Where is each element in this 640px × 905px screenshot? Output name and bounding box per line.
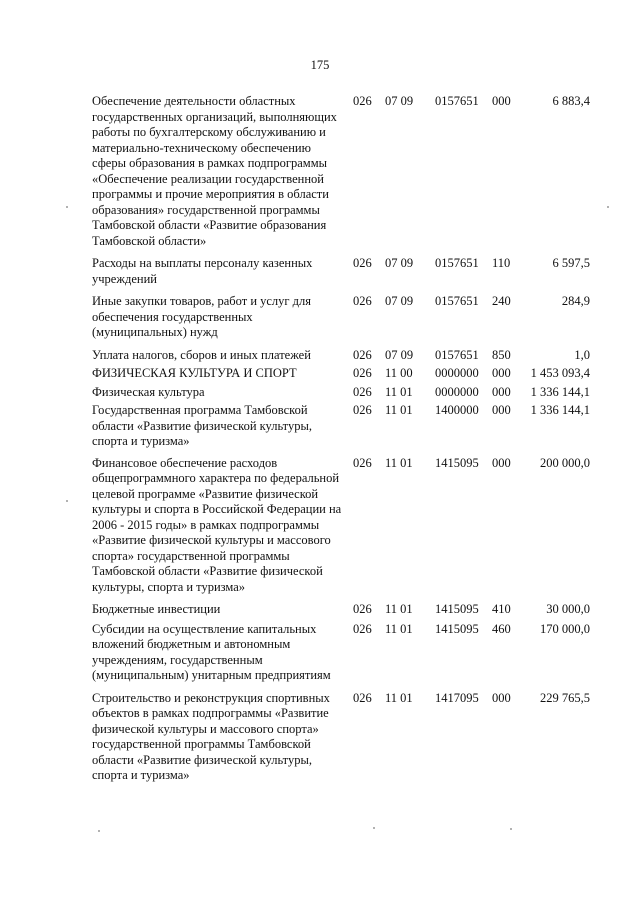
row-section-code: 07 09 <box>385 94 414 108</box>
row-type-code: 000 <box>492 403 511 417</box>
row-admin-code: 026 <box>353 94 372 108</box>
row-target-code: 0000000 <box>435 366 479 380</box>
row-admin-code: 026 <box>353 455 372 470</box>
row-description: Финансовое обеспечение расходов общепрограммного характера по федеральной целевой программе «Развитие физической культуры и спорта в Российской Федерации на 2006 - 2015 годы» в рамках подпрограммы «Развитие физической культуры и массового спорта» государственной программы Тамбовской области «Развитие физической культуры, спорта и туризма» <box>92 455 342 594</box>
row-section-code: 11 01 <box>385 690 413 705</box>
scan-speck <box>607 206 609 208</box>
row-description: Субсидии на осуществление капитальных вложений бюджетным и автономным учреждениям, государственным (муниципальным) унитарным предприятиям <box>92 621 331 682</box>
table-row <box>0 256 640 287</box>
row-description: Физическая культура <box>92 384 205 399</box>
row-type-code: 000 <box>492 690 511 705</box>
row-amount: 229 765,5 <box>540 690 590 705</box>
row-admin-code: 026 <box>353 347 372 362</box>
row-description: Государственная программа Тамбовской области «Развитие физической культуры, спорта и туризма» <box>92 403 313 448</box>
scan-speck <box>98 830 100 832</box>
row-type-code: 000 <box>492 384 511 399</box>
scan-speck <box>66 500 68 502</box>
row-section-code: 11 01 <box>385 403 413 417</box>
row-type-code: 850 <box>492 347 511 362</box>
row-admin-code: 026 <box>353 384 372 399</box>
row-section-code: 11 01 <box>385 455 413 470</box>
row-target-code: 1417095 <box>435 690 479 705</box>
row-type-code: 000 <box>492 366 511 380</box>
row-amount: 284,9 <box>561 294 590 308</box>
table-row <box>0 348 640 364</box>
row-section-code: 07 09 <box>385 256 414 270</box>
row-description: Строительство и реконструкция спортивных объектов в рамках подпрограммы «Развитие физической культуры и массового спорта» государственной программы Тамбовской области «Развитие физической культуры, спорта и туризма» <box>92 690 330 782</box>
scan-speck <box>510 828 512 830</box>
row-description: ФИЗИЧЕСКАЯ КУЛЬТУРА И СПОРТ <box>92 366 297 380</box>
row-target-code: 1415095 <box>435 602 479 616</box>
row-description: Уплата налогов, сборов и иных платежей <box>92 347 311 362</box>
table-row <box>0 366 640 382</box>
row-type-code: 000 <box>492 94 511 108</box>
row-admin-code: 026 <box>353 256 372 270</box>
row-type-code: 410 <box>492 602 511 616</box>
row-type-code: 460 <box>492 621 511 636</box>
row-section-code: 11 01 <box>385 384 413 399</box>
row-description: Расходы на выплаты персоналу казенных учреждений <box>92 256 313 286</box>
table-row <box>0 602 640 618</box>
row-type-code: 240 <box>492 294 511 308</box>
row-amount: 1 336 144,1 <box>530 384 590 399</box>
table-row <box>0 622 640 684</box>
table-row <box>0 385 640 401</box>
row-amount: 170 000,0 <box>540 621 590 636</box>
row-amount: 30 000,0 <box>546 602 590 616</box>
row-admin-code: 026 <box>353 366 372 380</box>
table-row <box>0 403 640 450</box>
row-description: Иные закупки товаров, работ и услуг для обеспечения государственных (муниципальных) нужд <box>92 294 312 339</box>
row-target-code: 0157651 <box>435 347 479 362</box>
row-amount: 6 883,4 <box>552 94 590 108</box>
row-amount: 200 000,0 <box>540 455 590 470</box>
table-row <box>0 94 640 249</box>
row-section-code: 07 09 <box>385 347 414 362</box>
row-section-code: 11 01 <box>385 602 413 616</box>
row-target-code: 0157651 <box>435 94 479 108</box>
row-target-code: 1415095 <box>435 621 479 636</box>
row-target-code: 0157651 <box>435 256 479 270</box>
row-type-code: 000 <box>492 455 511 470</box>
table-row <box>0 294 640 341</box>
row-target-code: 0157651 <box>435 294 479 308</box>
scan-speck <box>373 827 375 829</box>
row-section-code: 07 09 <box>385 294 414 308</box>
row-target-code: 1415095 <box>435 455 479 470</box>
row-admin-code: 026 <box>353 690 372 705</box>
table-row <box>0 456 640 596</box>
row-admin-code: 026 <box>353 602 372 616</box>
row-admin-code: 026 <box>353 621 372 636</box>
row-section-code: 11 01 <box>385 621 413 636</box>
row-amount: 1,0 <box>574 347 590 362</box>
row-admin-code: 026 <box>353 403 372 417</box>
row-type-code: 110 <box>492 256 511 270</box>
scan-speck <box>66 206 68 208</box>
row-description: Бюджетные инвестиции <box>92 602 221 616</box>
row-admin-code: 026 <box>353 294 372 308</box>
row-target-code: 0000000 <box>435 384 479 399</box>
row-section-code: 11 00 <box>385 366 413 380</box>
row-description: Обеспечение деятельности областных государственных организаций, выполняющих работы по бухгалтерскому обслуживанию и материально-техническому обеспечению сферы образования в рамках подпрограммы «Обеспечение реализации государственной программы и прочие мероприятия в области образования» государственной программы Тамбовской области «Развитие образования Тамбовской области» <box>92 94 337 248</box>
row-target-code: 1400000 <box>435 403 479 417</box>
page-number: 175 <box>310 58 330 72</box>
row-amount: 1 453 093,4 <box>530 366 590 380</box>
table-row <box>0 691 640 784</box>
budget-table <box>0 94 640 784</box>
row-amount: 1 336 144,1 <box>530 403 590 417</box>
row-amount: 6 597,5 <box>552 256 590 270</box>
